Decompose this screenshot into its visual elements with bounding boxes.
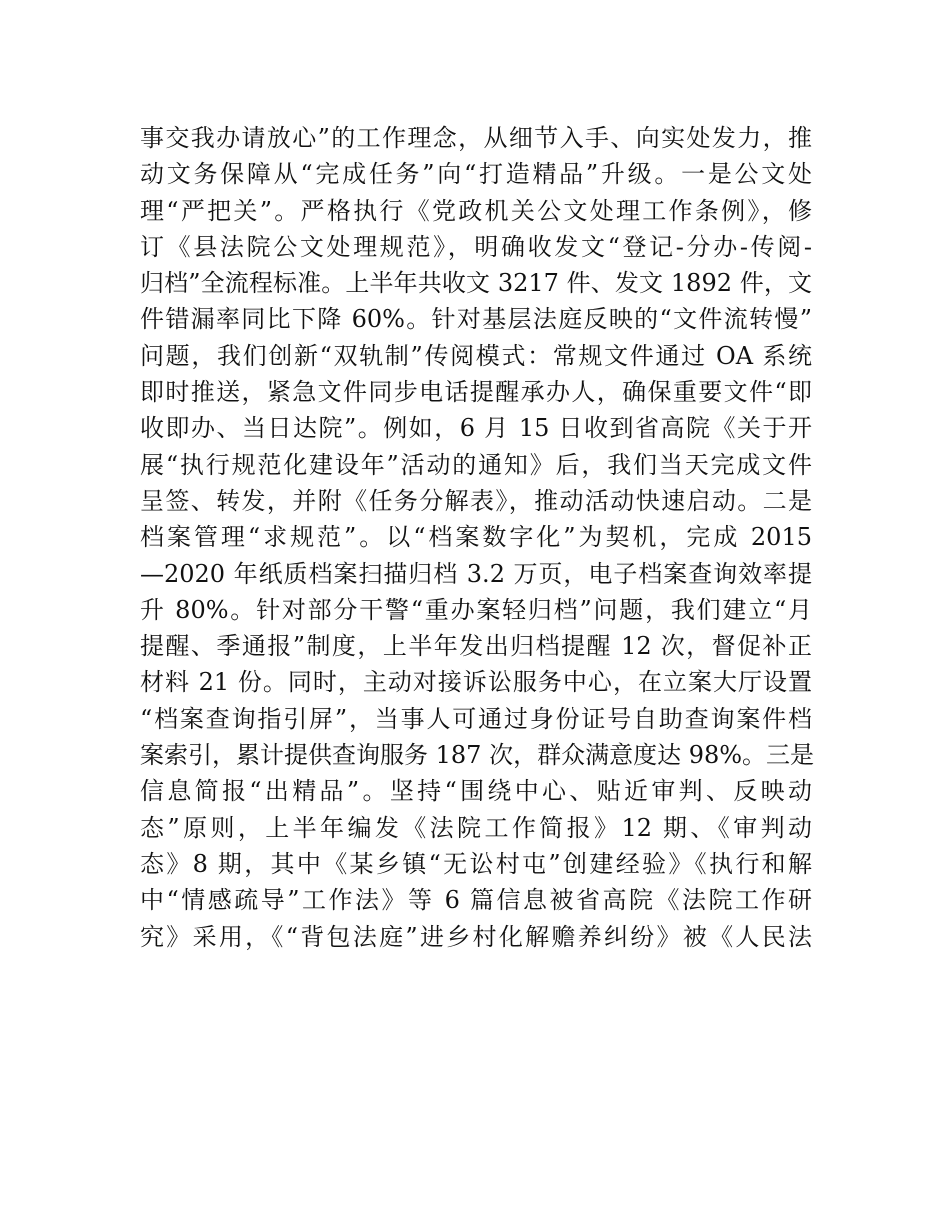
text-line: “档案查询指引屏”，当事人可通过身份证号自助查询案件档: [140, 704, 812, 733]
text-line: 提醒、季通报”制度，上半年发出归档提醒 12 次，督促补正: [140, 632, 812, 661]
text-line: 件错漏率同比下降 60%。针对基层法庭反映的“文件流转慢”: [140, 305, 812, 334]
text-line: 展“执行规范化建设年”活动的通知》后，我们当天完成文件: [140, 450, 812, 479]
text-line: 订《县法院公文处理规范》，明确收发文“登记-分办-传阅-: [140, 232, 812, 261]
text-line: 案索引，累计提供查询服务 187 次，群众满意度达 98%。三是: [140, 741, 815, 770]
text-line: —2020 年纸质档案扫描归档 3.2 万页，电子档案查询效率提: [140, 559, 812, 588]
text-line: 态”原则，上半年编发《法院工作简报》12 期、《审判动: [140, 813, 812, 842]
text-line: 信息简报“出精品”。坚持“围绕中心、贴近审判、反映动: [140, 777, 812, 806]
text-line: 归档”全流程标准。上半年共收文 3217 件、发文 1892 件，文: [140, 269, 812, 298]
text-line: 材料 21 份。同时，主动对接诉讼服务中心，在立案大厅设置: [140, 668, 812, 697]
text-line: 收即办、当日达院”。例如，6 月 15 日收到省高院《关于开: [140, 414, 812, 443]
text-line: 即时推送，紧急文件同步电话提醒承办人，确保重要文件“即: [140, 378, 812, 407]
text-line: 升 80%。针对部分干警“重办案轻归档”问题，我们建立“月: [140, 595, 812, 624]
text-line: 问题，我们创新“双轨制”传阅模式：常规文件通过 OA 系统: [140, 341, 812, 370]
text-line: 事交我办请放心”的工作理念，从细节入手、向实处发力，推: [140, 124, 812, 152]
text-line: 档案管理“求规范”。以“档案数字化”为契机，完成 2015: [140, 523, 812, 552]
body-text: [140, 120, 815, 955]
text-line: 究》采用，《“背包法庭”进乡村化解赡养纠纷》被《人民法: [140, 922, 812, 951]
text-line: 呈签、转发，并附《任务分解表》，推动活动快速启动。二是: [140, 486, 812, 515]
text-line: 态》8 期，其中《某乡镇“无讼村屯”创建经验》《执行和解: [140, 849, 812, 878]
text-line: 理“严把关”。严格执行《党政机关公文处理工作条例》，修: [140, 196, 812, 225]
text-line: 动文务保障从“完成任务”向“打造精品”升级。一是公文处: [140, 160, 812, 189]
text-line: 中“情感疏导”工作法》等 6 篇信息被省高院《法院工作研: [140, 886, 812, 915]
